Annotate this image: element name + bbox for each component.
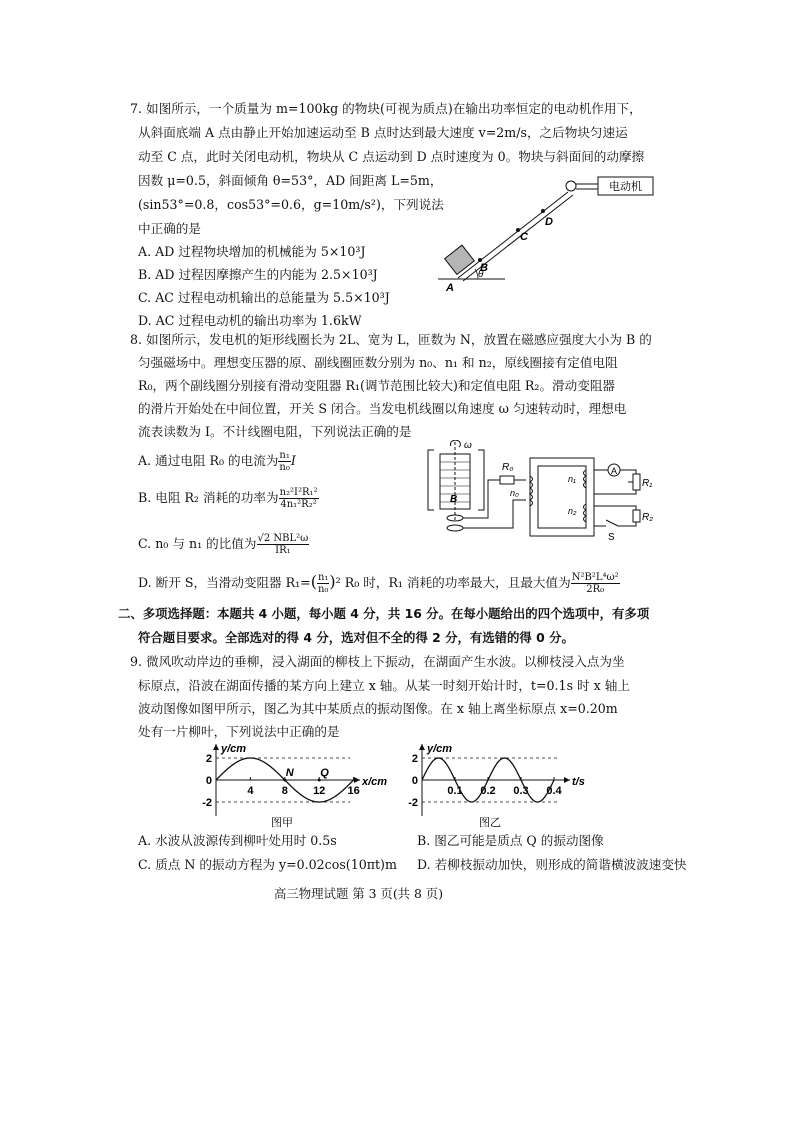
motor-label: 电动机 bbox=[609, 181, 642, 193]
q8-line-5: 流表读数为 I。不计线圈电阻，下列说法正确的是 bbox=[138, 424, 412, 439]
y-axis-arrow-icon bbox=[213, 744, 219, 750]
x-tick-label: 0.1 bbox=[447, 785, 463, 797]
y-tick-label: 2 bbox=[411, 753, 418, 765]
y-tick-label: 2 bbox=[205, 753, 212, 765]
chart-title: 图乙 bbox=[479, 817, 501, 829]
section-2-heading-line-1: 二、多项选择题：本题共 4 小题，每小题 4 分，共 16 分。在每小题给出的四个选项中，有多项 bbox=[118, 606, 650, 621]
x-axis-label: t/s bbox=[572, 776, 585, 788]
q7-option-d: D. AC 过程电动机的输出功率为 1.6kW bbox=[138, 313, 362, 328]
y-tick-label: -2 bbox=[408, 797, 418, 809]
q7-line-5: (sin53°=0.8，cos53°=0.6，g=10m/s²)，下列说法 bbox=[138, 197, 444, 212]
q8-option-c: C. n₀ 与 n₁ 的比值为 $\frac{\text{√2 NBL²ω}}{\text{IR₁}}$ bbox=[138, 533, 309, 556]
x-tick-label: 0.4 bbox=[546, 785, 562, 797]
q9-line-2: 标原点，沿波在湖面传播的某方向上建立 x 轴。从某一时刻开始计时，t=0.1s 时 x 轴上 bbox=[138, 678, 630, 693]
q9-option-b: B. 图乙可能是质点 Q 的振动图像 bbox=[417, 833, 604, 848]
y-axis-arrow-icon bbox=[419, 744, 425, 750]
n0-label: n₀ bbox=[510, 488, 519, 498]
q8-line-2: 匀强磁场中。理想变压器的原、副线圈匝数分别为 n₀、n₁ 和 n₂，原线圈接有定值电阻 bbox=[138, 355, 618, 370]
vibration-graph-yi bbox=[398, 740, 598, 830]
q9-line-4: 处有一片柳叶，下列说法中正确的是 bbox=[138, 724, 340, 739]
resistor-r2 bbox=[633, 510, 640, 522]
block bbox=[445, 245, 475, 274]
q9-line-3: 波动图像如图甲所示，图乙为其中某质点的振动图像。在 x 轴上离坐标原点 x=0.20m bbox=[138, 701, 618, 716]
x-axis-label: x/cm bbox=[362, 776, 388, 788]
x-axis-arrow-icon bbox=[564, 777, 570, 783]
point-d-dot bbox=[541, 209, 545, 213]
q8-line-1: 8. 如图所示，发电机的矩形线圈长为 2L、宽为 L，匝数为 N，放置在磁感应强度大小为 B 的 bbox=[130, 332, 652, 347]
resistor-r0 bbox=[500, 476, 514, 484]
q8-circuit-figure bbox=[418, 440, 658, 545]
q7-option-b: B. AD 过程因摩擦产生的内能为 2.5×10³J bbox=[138, 267, 378, 282]
x-tick-label: 4 bbox=[247, 785, 254, 797]
page-footer: 高三物理试题 第 3 页(共 8 页) bbox=[274, 886, 444, 901]
field-b-label: B bbox=[450, 494, 458, 505]
rheostat-r1 bbox=[633, 474, 640, 490]
point-a-label: A bbox=[446, 282, 454, 293]
q9-option-a: A. 水波从波源传到柳叶处用时 0.5s bbox=[138, 833, 337, 848]
q7-line-6: 中正确的是 bbox=[138, 221, 201, 236]
transformer-core bbox=[530, 458, 594, 536]
q8-option-a: A. 通过电阻 R₀ 的电流为 $\frac{\text{n₁}}{\text{n₀}}$ I bbox=[138, 450, 296, 473]
point-b-label: B bbox=[480, 262, 488, 274]
q7-line-3: 动至 C 点，此时关闭电动机，物块从 C 点运动到 D 点时速度为 0。物块与斜面间的动摩擦 bbox=[138, 149, 645, 164]
annotation-label: Q bbox=[320, 767, 329, 779]
point-c-label: C bbox=[520, 231, 528, 243]
point-d-label: D bbox=[545, 216, 553, 228]
q8-line-4: 的滑片开始处在中间位置，开关 S 闭合。当发电机线圈以角速度 ω 匀速转动时，理想电 bbox=[138, 401, 627, 416]
q9-option-c: C. 质点 N 的振动方程为 y=0.02cos(10πt)m bbox=[138, 857, 397, 872]
r1-label: R₁ bbox=[642, 478, 653, 489]
q9-line-1: 9. 微风吹动岸边的垂柳，浸入湖面的柳枝上下振动，在湖面产生水波。以柳枝浸入点为坐 bbox=[130, 654, 625, 669]
q8-line-3: R₀，两个副线圈分别接有滑动变阻器 R₁(调节范围比较大)和定值电阻 R₂。滑动变阻器 bbox=[138, 378, 616, 393]
n2-label: n₂ bbox=[568, 506, 577, 516]
y-axis-label: y/cm bbox=[427, 743, 453, 755]
y-tick-label: 0 bbox=[205, 775, 212, 787]
q8-option-b: B. 电阻 R₂ 消耗的功率为 $\frac{\text{n₂²I²R₁²}}{\text{4n₁²R₂²}}$ bbox=[138, 487, 318, 510]
q8-option-d: D. 断开 S，当滑动变阻器 R₁=( $\frac{\text{n₁}}{\text{n₀}}$ )² R₀ 时，R₁ 消耗的功率最大，且最大值为 $\frac{\text{N²B²L⁴ω²}}{\text{2R₀}}$ bbox=[138, 572, 619, 595]
q7-option-c: C. AC 过程电动机输出的总能量为 5.5×10³J bbox=[138, 290, 390, 305]
q7-line-2: 从斜面底端 A 点由静止开始加速运动至 B 点时达到最大速度 v=2m/s，之后物块匀速运 bbox=[138, 125, 628, 140]
q7-option-a: A. AD 过程物块增加的机械能为 5×10³J bbox=[138, 244, 366, 259]
r0-label: R₀ bbox=[502, 462, 514, 473]
y-tick-label: -2 bbox=[202, 797, 212, 809]
n1-label: n₁ bbox=[568, 474, 576, 484]
q9-option-d: D. 若柳枝振动加快，则形成的简谐横波波速变快 bbox=[417, 857, 687, 872]
x-tick-label: 8 bbox=[281, 785, 288, 797]
ammeter-label: A bbox=[610, 466, 618, 476]
theta-label: θ bbox=[478, 269, 484, 280]
section-2-heading-line-2: 符合题目要求。全部选对的得 4 分，选对但不全的得 2 分，有选错的得 0 分。 bbox=[138, 630, 574, 645]
y-axis-label: y/cm bbox=[221, 743, 247, 755]
chart-title: 图甲 bbox=[271, 817, 293, 829]
q7-incline-figure bbox=[430, 168, 670, 293]
pulley bbox=[566, 181, 576, 191]
annotation-label: N bbox=[285, 767, 294, 779]
x-tick-label: 16 bbox=[347, 785, 360, 797]
switch-label: S bbox=[608, 532, 615, 543]
incline-surface bbox=[458, 192, 568, 278]
q7-line-1: 7. 如图所示，一个质量为 m=100kg 的物块(可视为质点)在输出功率恒定的电动机作用下， bbox=[130, 101, 642, 116]
wave-graph-jia bbox=[190, 740, 400, 830]
omega-label: ω bbox=[464, 440, 472, 451]
switch-s bbox=[606, 520, 618, 526]
r2-label: R₂ bbox=[642, 512, 654, 523]
x-tick-label: 0.3 bbox=[513, 785, 529, 797]
y-tick-label: 0 bbox=[411, 775, 418, 787]
x-tick-label: 12 bbox=[313, 785, 326, 797]
x-axis-arrow-icon bbox=[354, 777, 360, 783]
x-tick-label: 0.2 bbox=[480, 785, 496, 797]
q7-line-4: 因数 μ=0.5，斜面倾角 θ=53°，AD 间距离 L=5m， bbox=[138, 173, 443, 188]
